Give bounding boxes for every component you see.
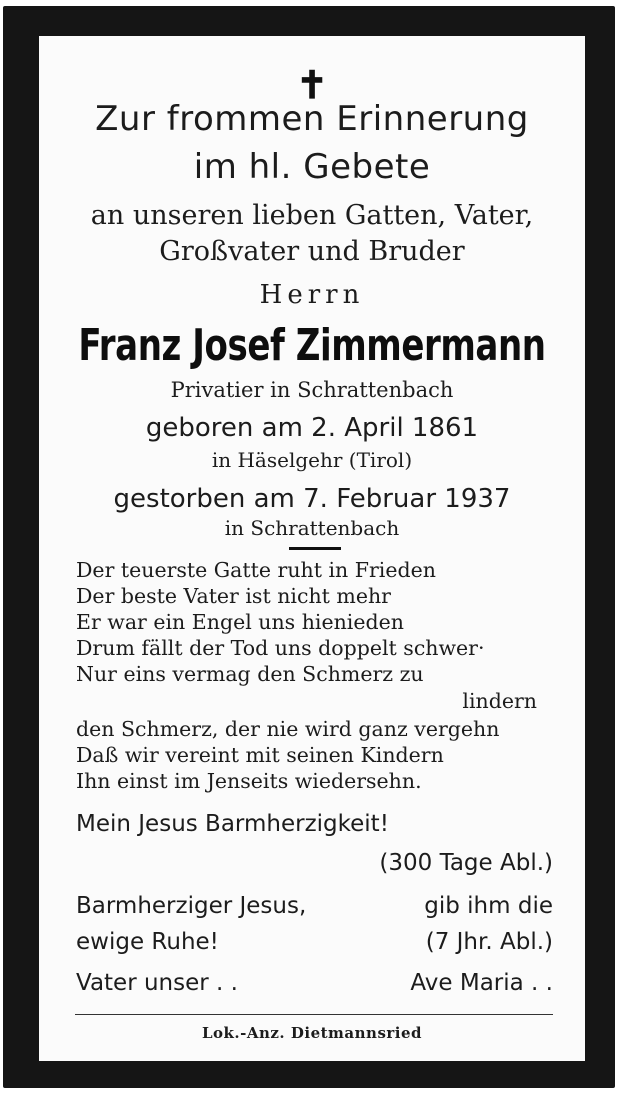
- prayer-rest-line-2: ewige Ruhe!: [76, 929, 219, 955]
- prayer-hail-mary: Ave Maria . .: [410, 970, 553, 996]
- birth-date: geboren am 2. April 1861: [145, 413, 479, 443]
- dedication-line-2: Großvater und Bruder: [159, 236, 465, 267]
- dedication-line-1: an unseren lieben Gatten, Vater,: [90, 200, 534, 231]
- verse-line: Der beste Vater ist nicht mehr: [76, 584, 391, 608]
- birth-place: in Häselgehr (Tirol): [211, 448, 413, 472]
- separator: [289, 547, 341, 550]
- death-date: gestorben am 7. Februar 1937: [113, 484, 511, 514]
- memorial-card-border: [3, 6, 615, 1088]
- verse-line: Der teuerste Gatte ruht in Frieden: [76, 558, 436, 582]
- verse-line: Nur eins vermag den Schmerz zu: [76, 662, 424, 686]
- prayer-rest-line-1: Barmherziger Jesus,: [76, 893, 307, 919]
- verse-line: Drum fällt der Tod uns doppelt schwer·: [76, 636, 485, 660]
- footer-rule: [75, 1014, 553, 1015]
- deceased-name: Franz Josef Zimmermann: [78, 320, 546, 371]
- prayer-rest-line-1-right: gib ihm die: [424, 893, 553, 919]
- verse-line: Daß wir vereint mit seinen Kindern: [76, 743, 444, 767]
- heading-line-1: Zur frommen Erinnerung: [95, 99, 529, 139]
- prayer-mercy: Mein Jesus Barmherzigkeit!: [76, 811, 389, 837]
- verse-line: Er war ein Engel uns hienieden: [76, 610, 404, 634]
- memorial-card: [39, 36, 585, 1061]
- occupation: Privatier in Schrattenbach: [170, 378, 454, 402]
- verse-line: den Schmerz, der nie wird ganz vergehn: [76, 717, 500, 741]
- cross-icon: ✝: [296, 62, 328, 107]
- printer-imprint: Lok.-Anz. Dietmannsried: [201, 1024, 423, 1042]
- heading-line-2: im hl. Gebete: [193, 147, 431, 187]
- salutation: Herrn: [259, 280, 365, 310]
- prayer-our-father: Vater unser . .: [76, 970, 238, 996]
- verse-line: lindern: [462, 689, 537, 713]
- indulgence-7-years: (7 Jhr. Abl.): [425, 929, 553, 955]
- verse-line: Ihn einst im Jenseits wiedersehn.: [76, 769, 422, 793]
- indulgence-300-days: (300 Tage Abl.): [379, 850, 553, 876]
- death-place: in Schrattenbach: [224, 516, 400, 540]
